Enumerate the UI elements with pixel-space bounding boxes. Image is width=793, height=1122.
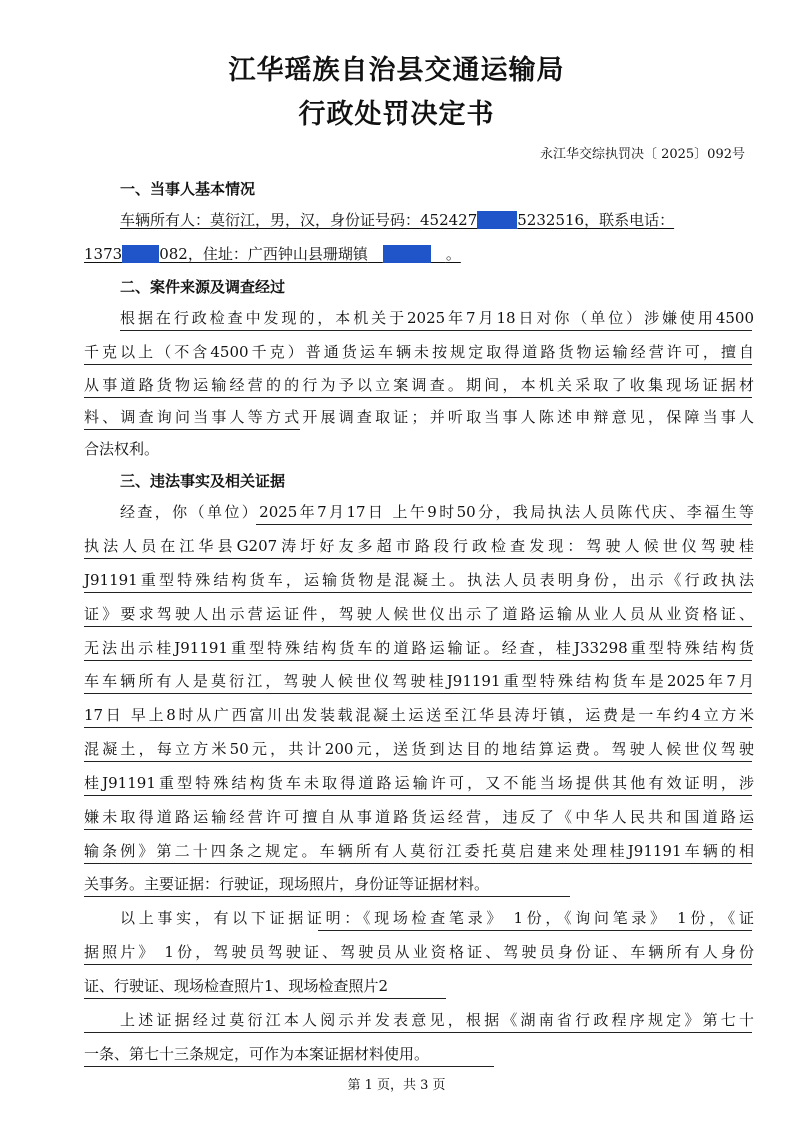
fill-underline [84,397,752,398]
violation-fact-line: 经查，你（单位）2025年7月17日 上午9时50分，我局执法人员陈代庆、李福生等 [120,503,754,521]
fill-underline [84,761,752,762]
fill-underline [84,795,752,796]
section-heading-violation-facts: 三、违法事实及相关证据 [120,472,286,490]
fill-underline [120,330,752,331]
case-source-line: 千克以上（不含4500千克）普通货运车辆未按规定取得道路货物运输经营许可，擅自 [84,343,754,361]
violation-fact-line: 关事务。主要证据：行驶证，现场照片，身份证等证据材料。 [84,875,490,893]
party-info-line-2 [84,244,754,264]
page-footer: 第 1 页，共 3 页 [347,1078,446,1093]
conclusion-line: 上述证据经过莫衍江本人阅示并发表意见，根据《湖南省行政程序规定》第七十 [120,1011,754,1029]
fill-underline [318,930,752,931]
document-title-agency: 江华瑶族自治县交通运输局 [228,55,565,86]
fill-underline [84,727,752,728]
section-heading-party-info: 一、当事人基本情况 [120,180,256,198]
fill-underline [84,660,752,661]
party-info-line-1 [120,210,754,230]
violation-fact-line: 无法出示桂J91191重型特殊结构货车的道路运输证。经查，桂J33298重型特殊结构货 [84,639,754,657]
redaction-block [122,245,159,263]
case-source-line: 从事道路货物运输经营的的行为予以立案调查。期间，本机关采取了收集现场证据材 [84,376,754,394]
violation-fact-line: 证》要求驾驶人出示营运证件，驾驶人候世仪出示了道路运输从业人员从业资格证、 [84,605,754,623]
case-source-line: 料、调查询问当事人等方式开展调查取证；并听取当事人陈述申辩意见，保障当事人 [84,408,754,426]
fill-underline [84,429,300,430]
fill-underline [84,626,752,627]
section-heading-case-source: 二、案件来源及调查经过 [120,278,286,296]
conclusion-line: 一条、第七十三条规定，可作为本案证据材料使用。 [84,1045,430,1063]
fill-underline [256,524,752,525]
violation-fact-line: J91191重型特殊结构货车，运输货物是混凝土。执法人员表明身份，出示《行政执法 [84,571,754,589]
fill-underline [84,1066,494,1067]
evidence-list-line: 证、行驶证、现场检查照片1、现场检查照片2 [84,977,389,995]
evidence-list-line: 据照片》 1份，驾驶员驾驶证、驾驶员从业资格证、驾驶员身份证、车辆所有人身份 [84,943,754,961]
fill-underline [84,964,752,965]
violation-fact-line: 桂J91191重型特殊结构货车未取得道路运输许可，又不能当场提供其他有效证明，涉 [84,774,754,792]
violation-fact-line: 17日 早上8时从广西富川出发装载混凝土运送至江华县涛圩镇，运费是一车约4立方米 [84,706,754,724]
party-info-owner-id-prefix: 车辆所有人：莫衍江，男，汉，身份证号码：452427 [120,211,478,229]
fill-underline [84,693,752,694]
evidence-list-line: 以上事实，有以下证据证明：《现场检查笔录》 1份，《询问笔录》 1份，《证 [120,909,754,927]
fill-underline [84,364,752,365]
fill-underline [84,829,752,830]
violation-fact-line: 输条例》第二十四条之规定。车辆所有人莫衍江委托莫启建来处理桂J91191车辆的相 [84,842,754,860]
document-number: 永江华交综执罚决〔 2025〕092号 [539,147,745,162]
party-info-end-mark: 。 [445,245,461,263]
redaction-block [477,211,517,229]
violation-fact-line: 车车辆所有人是莫衍江，驾驶人候世仪驾驶桂J91191重型特殊结构货车是2025年7月 [84,672,754,690]
party-info-address: 082，住址：广西钟山县珊瑚镇 [159,245,368,263]
case-source-line: 根据在行政检查中发现的，本机关于2025年7月18日对你（单位）涉嫌使用4500 [120,309,754,327]
violation-fact-line: 执法人员在江华县G207涛圩好友多超市路段行政检查发现：驾驶人候世仪驾驶桂 [84,537,754,555]
party-info-phone-prefix: 1373 [84,245,123,263]
document-title-type: 行政处罚决定书 [298,99,495,130]
violation-fact-line: 混凝土，每立方米50元，共计200元，送货到达目的地结算运费。驾驶人候世仪驾驶 [84,740,754,758]
fill-underline [84,558,752,559]
violation-fact-line: 嫌未取得道路运输经营许可擅自从事道路货运经营，违反了《中华人民共和国道路运 [84,808,754,826]
party-info-id-suffix-phone: 5232516，联系电话： [517,211,675,229]
fill-underline [84,863,752,864]
redaction-block [383,245,431,263]
case-source-line: 合法权利。 [84,440,160,458]
fill-underline [84,896,570,897]
fill-underline [84,1032,752,1033]
fill-underline [84,998,446,999]
fill-underline [84,592,752,593]
